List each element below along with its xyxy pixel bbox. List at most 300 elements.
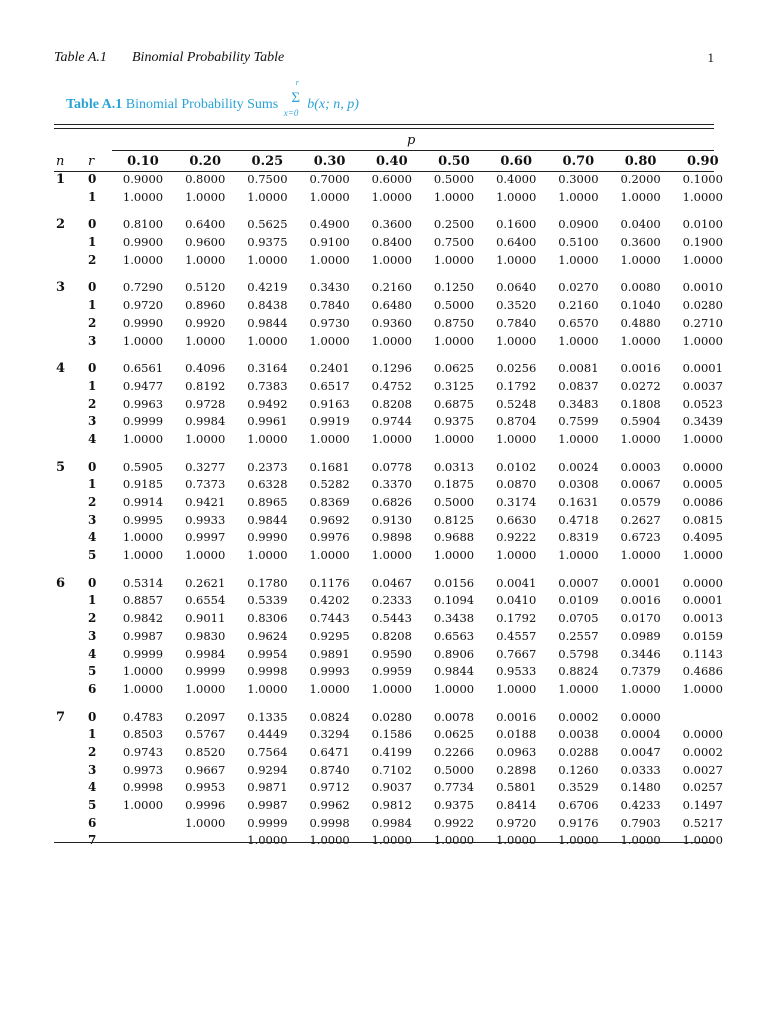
value-cell: 1.0000 (122, 798, 164, 812)
value-cell: 0.9421 (185, 495, 226, 509)
value-cell: 1.0000 (247, 548, 288, 563)
value-cell: 0.9898 (371, 530, 412, 545)
value-cell: 0.1497 (682, 798, 723, 812)
p-header-rule (112, 150, 714, 151)
value-cell: 0.9954 (247, 646, 288, 661)
p-column-header: 0.30 (313, 154, 346, 169)
value-cell: 1.0000 (682, 548, 723, 563)
top-rule-inner (54, 128, 714, 129)
value-cell: 0.3438 (433, 611, 475, 626)
table-group-n1 (54, 171, 723, 206)
value-cell: 0.0308 (558, 477, 599, 492)
value-cell: 0.9842 (122, 611, 164, 626)
value-cell: 1.0000 (433, 833, 475, 848)
r-cell: 2 (88, 315, 97, 330)
value-cell: 1.0000 (247, 252, 288, 267)
value-cell: 0.1780 (247, 575, 288, 590)
table-row (54, 297, 723, 315)
value-cell: 1.0000 (185, 431, 226, 446)
value-cell: 1.0000 (682, 681, 723, 696)
table-row (54, 234, 723, 252)
value-cell: 0.9963 (122, 396, 164, 411)
p-column-header: 0.10 (127, 154, 159, 169)
value-cell: 1.0000 (558, 548, 599, 563)
table-group-n6 (54, 566, 723, 699)
r-cell: 6 (88, 681, 97, 696)
value-cell: 0.5798 (558, 646, 599, 661)
value-cell: 0.0086 (682, 495, 723, 509)
value-cell: 0.0000 (682, 459, 723, 474)
value-cell: 0.4880 (620, 315, 661, 330)
value-cell: 0.3439 (682, 414, 723, 429)
value-cell: 0.6875 (433, 396, 475, 411)
value-cell: 0.2557 (558, 628, 599, 643)
table-row (54, 189, 723, 207)
value-cell: 0.2898 (496, 762, 537, 777)
value-cell: 0.2627 (620, 512, 661, 527)
r-cell: 1 (88, 593, 97, 608)
value-cell: 0.0007 (558, 575, 599, 590)
header-title: Binomial Probability Table (132, 50, 285, 65)
value-cell: 0.9900 (122, 235, 164, 250)
value-cell: 0.0159 (682, 628, 723, 643)
value-cell: 0.0000 (682, 727, 723, 742)
group-spacer (54, 351, 714, 360)
value-cell: 0.5905 (122, 459, 164, 474)
value-cell: 1.0000 (122, 681, 164, 696)
r-cell: 4 (88, 431, 97, 446)
value-cell: 0.4000 (496, 172, 537, 186)
r-column-header: r (88, 154, 95, 169)
table-row (54, 646, 723, 664)
table-row (54, 575, 723, 593)
value-cell: 0.0000 (620, 709, 661, 724)
table-row (54, 726, 723, 744)
value-cell: 1.0000 (558, 189, 599, 204)
table-row (54, 279, 723, 297)
value-cell: 0.9163 (309, 396, 350, 411)
value-cell: 1.0000 (620, 681, 661, 696)
value-cell: 0.0001 (682, 361, 723, 376)
n-cell: 5 (56, 459, 66, 475)
value-cell: 0.1900 (682, 235, 723, 250)
value-cell: 1.0000 (558, 333, 599, 348)
value-cell: 1.0000 (433, 548, 475, 563)
value-cell: 0.9720 (496, 815, 537, 830)
value-cell: 0.9011 (185, 611, 226, 626)
value-cell: 0.9728 (185, 396, 226, 411)
value-cell: 0.8369 (309, 495, 350, 509)
value-cell: 0.5801 (496, 780, 537, 795)
value-cell: 0.9999 (122, 414, 164, 429)
sum-lower-limit: x=0 (283, 108, 299, 118)
value-cell: 1.0000 (247, 681, 288, 696)
value-cell: 0.8906 (433, 646, 475, 661)
value-cell: 0.0016 (496, 709, 537, 724)
value-cell: 0.8400 (371, 235, 412, 250)
value-cell: 0.9600 (185, 235, 226, 250)
value-cell: 0.9477 (122, 378, 164, 393)
value-cell: 0.0288 (558, 744, 599, 759)
value-cell: 1.0000 (309, 548, 350, 563)
value-cell: 1.0000 (247, 833, 288, 848)
value-cell: 0.8857 (122, 593, 164, 608)
n-cell: 2 (56, 217, 66, 233)
caption-function: b(x; n, p) (307, 97, 359, 112)
value-cell: 0.4449 (247, 727, 288, 742)
value-cell: 0.9999 (122, 646, 164, 661)
table-row (54, 592, 723, 610)
value-cell: 0.6328 (247, 477, 288, 492)
value-cell: 0.8125 (433, 512, 475, 527)
value-cell: 0.5248 (496, 396, 537, 411)
value-cell: 0.9712 (309, 780, 350, 795)
value-cell: 0.6471 (309, 744, 350, 759)
value-cell: 0.1250 (433, 280, 475, 295)
value-cell: 0.1000 (682, 172, 723, 186)
value-cell: 0.1681 (309, 459, 350, 474)
value-cell: 1.0000 (185, 815, 226, 830)
value-cell: 0.8000 (185, 172, 226, 186)
value-cell: 0.6400 (496, 235, 537, 250)
r-cell: 5 (88, 798, 97, 812)
p-column-header: 0.50 (438, 154, 470, 169)
value-cell: 0.0270 (558, 280, 599, 295)
value-cell: 0.0837 (558, 378, 599, 393)
value-cell: 0.2401 (309, 361, 350, 376)
value-cell: 0.0038 (558, 727, 599, 742)
value-cell: 0.3600 (371, 217, 412, 232)
r-cell: 0 (88, 280, 97, 295)
value-cell: 0.9871 (247, 780, 288, 795)
p-column-header: 0.20 (189, 154, 222, 169)
value-cell: 0.1176 (309, 575, 350, 590)
value-cell: 0.0037 (682, 378, 723, 393)
value-cell: 0.0333 (620, 762, 661, 777)
value-cell: 0.7443 (309, 611, 350, 626)
value-cell: 1.0000 (122, 431, 164, 446)
table-row (54, 216, 723, 234)
value-cell: 0.9037 (371, 780, 412, 795)
value-cell: 0.3294 (309, 727, 350, 742)
value-cell: 0.9920 (185, 315, 226, 330)
value-cell: 0.0188 (496, 727, 537, 742)
group-spacer (54, 566, 714, 575)
value-cell: 0.9973 (122, 762, 164, 777)
value-cell: 0.7373 (185, 477, 226, 492)
value-cell: 1.0000 (247, 189, 288, 204)
value-cell: 0.0002 (682, 744, 723, 759)
value-cell: 1.0000 (433, 333, 475, 348)
r-cell: 1 (88, 378, 97, 393)
value-cell: 0.3370 (371, 477, 412, 492)
n-cell: 1 (56, 172, 66, 187)
p-column-header: 0.60 (500, 154, 533, 169)
value-cell: 0.9688 (433, 530, 475, 545)
value-cell: 1.0000 (371, 431, 412, 446)
value-cell: 0.0013 (682, 611, 723, 626)
value-cell: 0.0272 (620, 378, 661, 393)
value-cell: 0.1143 (682, 646, 723, 661)
value-cell: 1.0000 (309, 681, 350, 696)
table-row (54, 494, 723, 512)
n-cell: 3 (56, 280, 66, 296)
value-cell: 0.4233 (620, 798, 661, 812)
p-column-header: 0.25 (251, 154, 284, 169)
table-row (54, 681, 723, 699)
r-cell: 1 (88, 189, 97, 204)
value-cell: 0.3600 (620, 235, 661, 250)
binomial-table (54, 154, 723, 850)
value-cell: 0.0109 (558, 593, 599, 608)
value-cell: 0.3164 (247, 361, 288, 376)
value-cell: 0.9744 (371, 414, 412, 429)
value-cell: 0.0001 (620, 575, 661, 590)
value-cell: 1.0000 (496, 431, 537, 446)
r-cell: 1 (88, 477, 97, 492)
p-column-header: 0.70 (562, 154, 595, 169)
value-cell: 0.4752 (371, 378, 412, 393)
r-cell: 0 (88, 459, 97, 474)
value-cell: 1.0000 (433, 252, 475, 267)
r-cell: 0 (88, 172, 97, 186)
value-cell: 1.0000 (496, 548, 537, 563)
value-cell: 0.9961 (247, 414, 288, 429)
value-cell: 0.8208 (371, 628, 412, 643)
r-cell: 3 (88, 512, 97, 527)
sum-upper-limit: r (295, 78, 299, 87)
r-cell: 0 (88, 709, 97, 724)
value-cell: 0.9995 (122, 512, 164, 527)
value-cell: 0.9984 (371, 815, 412, 830)
value-cell: 1.0000 (309, 333, 350, 348)
table-row (54, 431, 723, 449)
value-cell: 0.9000 (122, 172, 164, 186)
value-cell: 0.0016 (620, 361, 661, 376)
n-cell: 4 (56, 361, 66, 377)
value-cell: 0.9667 (185, 762, 226, 777)
value-cell: 0.0989 (620, 628, 661, 643)
value-cell: 0.8100 (122, 217, 164, 232)
value-cell: 0.7379 (620, 664, 661, 679)
value-cell: 0.7102 (371, 762, 412, 777)
r-cell: 0 (88, 217, 97, 232)
value-cell: 0.6000 (371, 172, 412, 186)
value-cell: 0.0100 (682, 217, 723, 232)
r-cell: 0 (88, 575, 97, 590)
r-cell: 1 (88, 298, 97, 313)
value-cell: 0.4783 (122, 709, 164, 724)
value-cell: 0.7840 (496, 315, 537, 330)
value-cell: 0.9996 (185, 798, 226, 812)
value-cell: 0.0067 (620, 477, 661, 492)
value-cell: 0.8208 (371, 396, 412, 411)
value-cell: 0.1480 (620, 780, 661, 795)
r-cell: 3 (88, 762, 97, 777)
value-cell: 0.6480 (371, 298, 412, 313)
value-cell: 0.2710 (682, 315, 723, 330)
top-rule (54, 124, 714, 125)
value-cell: 0.9998 (247, 664, 288, 679)
value-cell: 1.0000 (682, 431, 723, 446)
n-cell: 7 (56, 709, 66, 725)
value-cell: 0.0080 (620, 280, 661, 295)
value-cell: 1.0000 (122, 252, 164, 267)
p-axis-label: p (407, 133, 416, 148)
value-cell: 0.4199 (371, 744, 412, 759)
table-row (54, 315, 723, 333)
r-cell: 1 (88, 235, 97, 250)
value-cell: 0.0410 (496, 593, 537, 608)
value-cell: 1.0000 (496, 333, 537, 348)
value-cell: 0.1808 (620, 396, 661, 411)
value-cell: 0.6563 (433, 628, 475, 643)
value-cell: 0.3483 (558, 396, 599, 411)
value-cell: 0.1792 (496, 378, 537, 393)
value-cell: 1.0000 (309, 252, 350, 267)
header-table-ref: Table A.1 (54, 50, 107, 65)
value-cell: 0.0170 (620, 611, 661, 626)
value-cell: 0.8965 (247, 495, 288, 509)
value-cell: 0.6630 (496, 512, 537, 527)
value-cell: 0.9294 (247, 762, 288, 777)
value-cell: 0.1094 (433, 593, 475, 608)
value-cell: 0.0078 (433, 709, 475, 724)
value-cell: 1.0000 (185, 681, 226, 696)
value-cell: 0.6706 (558, 798, 599, 812)
value-cell: 0.3529 (558, 780, 599, 795)
value-cell: 0.9730 (309, 315, 350, 330)
value-cell: 0.0016 (620, 593, 661, 608)
value-cell: 0.9987 (122, 628, 164, 643)
value-cell: 1.0000 (558, 252, 599, 267)
value-cell: 0.9919 (309, 414, 350, 429)
value-cell: 0.0003 (620, 459, 661, 474)
value-cell: 1.0000 (185, 252, 226, 267)
value-cell: 0.9533 (496, 664, 537, 679)
table-group-n3 (54, 270, 723, 350)
table-row (54, 252, 723, 270)
value-cell: 0.2266 (433, 744, 475, 759)
value-cell: 1.0000 (620, 431, 661, 446)
value-cell: 1.0000 (371, 548, 412, 563)
value-cell: 0.9998 (122, 780, 164, 795)
r-cell: 6 (88, 815, 97, 830)
value-cell: 0.0156 (433, 575, 475, 590)
value-cell: 0.0640 (496, 280, 537, 295)
value-cell: 0.6400 (185, 217, 226, 232)
value-cell: 0.4900 (309, 217, 350, 232)
n-column-header: n (56, 154, 65, 169)
value-cell: 0.7564 (247, 744, 288, 759)
value-cell: 0.5339 (247, 593, 288, 608)
r-cell: 3 (88, 414, 97, 429)
value-cell: 1.0000 (371, 833, 412, 848)
value-cell: 0.9844 (247, 315, 288, 330)
value-cell: 1.0000 (496, 252, 537, 267)
table-group-n4 (54, 351, 723, 448)
table-row (54, 815, 723, 833)
value-cell: 0.2500 (433, 217, 475, 232)
value-cell: 1.0000 (185, 189, 226, 204)
value-cell: 1.0000 (620, 833, 661, 848)
group-spacer (54, 207, 714, 216)
value-cell: 0.0824 (309, 709, 350, 724)
value-cell: 1.0000 (309, 833, 350, 848)
value-cell: 0.0467 (371, 575, 412, 590)
value-cell: 0.0005 (682, 477, 723, 492)
p-column-header: 0.40 (375, 154, 408, 169)
value-cell: 0.0900 (558, 217, 599, 232)
value-cell: 0.1260 (558, 762, 599, 777)
value-cell: 1.0000 (558, 681, 599, 696)
value-cell: 0.1335 (247, 709, 288, 724)
value-cell: 0.2000 (620, 172, 661, 186)
value-cell: 0.9176 (558, 815, 599, 830)
value-cell: 1.0000 (496, 189, 537, 204)
table-row (54, 529, 723, 547)
value-cell: 0.5625 (247, 217, 288, 232)
value-cell: 0.4557 (496, 628, 537, 643)
value-cell: 0.4718 (558, 512, 599, 527)
value-cell: 1.0000 (620, 333, 661, 348)
value-cell: 0.7840 (309, 298, 350, 313)
column-header-row (54, 154, 719, 170)
table-group-n5 (54, 450, 723, 565)
value-cell: 0.9295 (309, 628, 350, 643)
value-cell: 0.0579 (620, 495, 661, 509)
r-cell: 2 (88, 744, 97, 759)
p-column-header: 0.80 (624, 154, 657, 169)
value-cell: 0.9976 (309, 530, 350, 545)
value-cell: 0.2621 (185, 575, 226, 590)
value-cell: 0.7667 (496, 646, 537, 661)
table-row (54, 547, 723, 565)
table-row (54, 360, 723, 378)
value-cell: 0.7000 (309, 172, 350, 186)
value-cell: 0.0625 (433, 727, 475, 742)
value-cell: 0.3125 (433, 378, 475, 393)
value-cell: 0.0963 (496, 744, 537, 759)
value-cell: 0.3277 (185, 459, 226, 474)
r-cell: 5 (88, 548, 97, 563)
value-cell: 0.5100 (558, 235, 599, 250)
value-cell: 1.0000 (371, 189, 412, 204)
value-cell: 0.6826 (371, 495, 412, 509)
value-cell: 0.9999 (185, 664, 226, 679)
value-cell: 0.0870 (496, 477, 537, 492)
value-cell: 0.0280 (682, 298, 723, 313)
value-cell: 0.9185 (122, 477, 164, 492)
value-cell: 0.0705 (558, 611, 599, 626)
value-cell: 0.8306 (247, 611, 288, 626)
value-cell: 0.9990 (122, 315, 164, 330)
value-cell: 0.7734 (433, 780, 475, 795)
value-cell: 1.0000 (496, 833, 537, 848)
table-row (54, 333, 723, 351)
value-cell: 0.1631 (558, 495, 599, 509)
value-cell: 0.2097 (185, 709, 226, 724)
table-row (54, 396, 723, 414)
value-cell: 1.0000 (185, 548, 226, 563)
sigma-glyph: Σ (291, 90, 301, 106)
value-cell: 0.0010 (682, 280, 723, 295)
table-row (54, 663, 723, 681)
value-cell: 0.0000 (682, 575, 723, 590)
value-cell: 0.9891 (309, 646, 350, 661)
value-cell: 0.6554 (185, 593, 226, 608)
value-cell: 0.9692 (309, 512, 350, 527)
